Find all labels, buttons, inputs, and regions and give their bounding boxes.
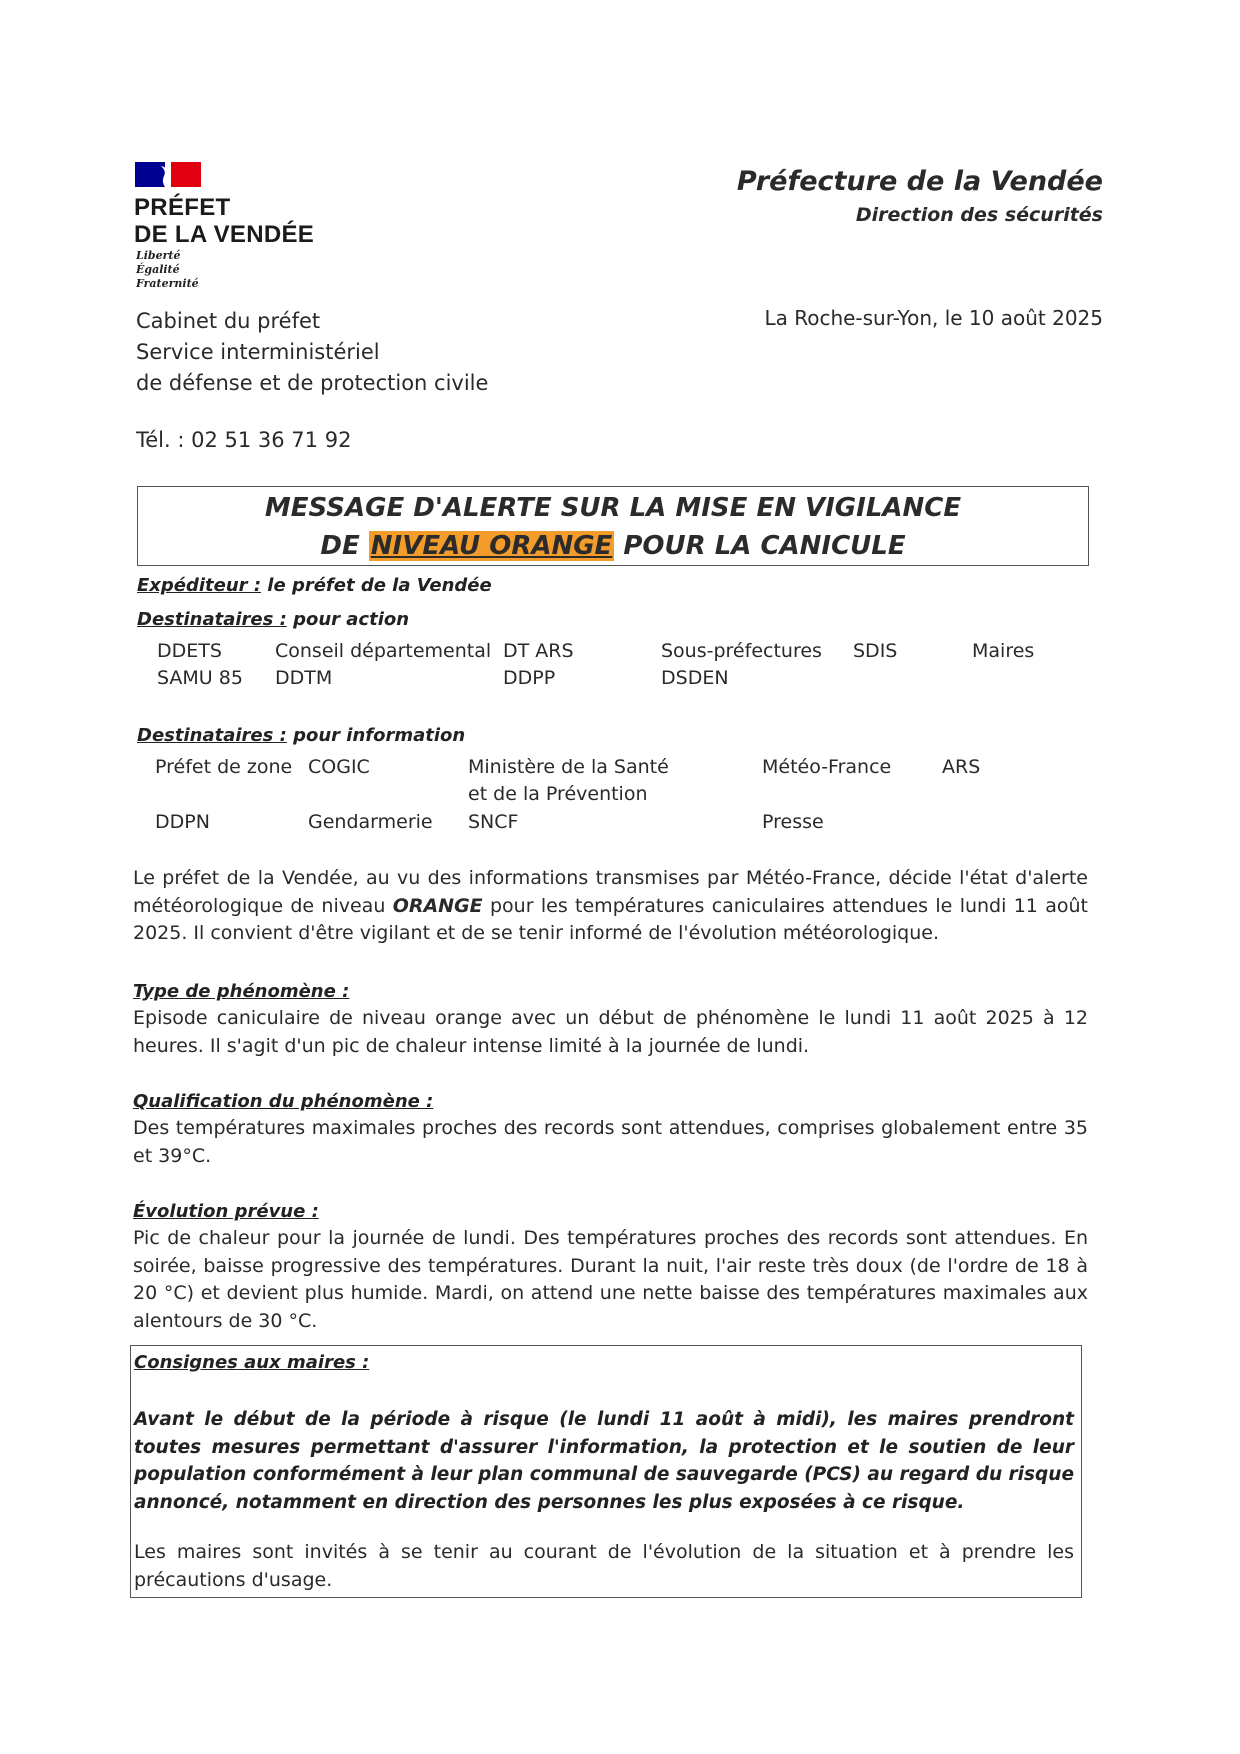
section-text-evolution: Pic de chaleur pour la journée de lundi. Des températures proches des records sont attendues. En soirée, baisse progressive des températures. Durant la nuit, l'air reste très doux (de l'ordre de 18 à 20 °C) et devient plus humide. Mardi, on attend une nette baisse des températures maximales aux alentours de 30 °C. [133, 1227, 1088, 1332]
intro-text-1: Le préfet de la Vendée, au vu des informations transmises par Météo-France, décide l'état d'alerte météorologique de niveau [133, 867, 1088, 917]
telephone: Tél. : 02 51 36 71 92 [136, 428, 352, 452]
section-title-type: Type de phénomène : [133, 981, 350, 1002]
recipient-item: DT ARS [503, 640, 574, 662]
alert-title-box [137, 486, 1089, 566]
recipient-item: DDETS [157, 640, 222, 662]
alert-title-line1: MESSAGE D'ALERTE SUR LA MISE EN VIGILANCE [264, 493, 962, 523]
recipient-item: Presse [762, 811, 824, 833]
intro-bold-level: ORANGE [392, 894, 483, 917]
destinataires-info-label: Destinataires : [137, 725, 287, 746]
alert-level-highlight: NIVEAU ORANGE [370, 531, 613, 561]
recipient-item: Météo-France [762, 756, 892, 778]
cabinet-line: Cabinet du préfet [136, 309, 321, 333]
destinataires-action [137, 609, 409, 630]
prefecture-title: Préfecture de la Vendée [736, 166, 1103, 197]
recipient-item: Ministère de la Santé [468, 756, 669, 778]
document-date: La Roche-sur-Yon, le 10 août 2025 [764, 306, 1103, 330]
recipient-item: COGIC [308, 756, 370, 778]
intro-paragraph [133, 865, 1088, 948]
intro-text-2: pour les températures caniculaires attendues le lundi 11 août 2025. Il convient d'être vigilant et de se tenir informé de l'évolution météorologique. [133, 894, 1088, 944]
recipient-item: Sous-préfectures [661, 640, 822, 662]
section-text-qualification: Des températures maximales proches des records sont attendues, comprises globalement entre 35 et 39°C. [133, 1117, 1088, 1167]
consignes-box [130, 1345, 1082, 1598]
recipient-item: DDPN [155, 811, 210, 833]
alert-title-post: POUR LA CANICULE [614, 531, 906, 561]
expediteur-value: le préfet de la Vendée [261, 575, 492, 596]
devise [136, 249, 199, 291]
section-text-type: Episode caniculaire de niveau orange avec un début de phénomène le lundi 11 août 2025 à 12 heures. Il s'agit d'un pic de chaleur intense limité à la journée de lundi. [133, 1007, 1088, 1057]
recipient-item: DSDEN [661, 667, 729, 689]
marianne-line1: PRÉFET [134, 194, 231, 221]
marianne-line2: DE LA VENDÉE [134, 221, 315, 248]
destinataires-info-value: pour information [286, 725, 466, 746]
recipient-item: Préfet de zone [155, 756, 293, 778]
recipient-item: ARS [942, 756, 981, 778]
marianne-flag-logo [135, 162, 201, 187]
consignes-bold-text: Avant le début de la période à risque (le lundi 11 août à midi), les maires prendront toutes mesures permettant d'assurer l'information, la protection et le soutien de leur population conformément à leur plan communal de sauvegarde (PCS) au regard du risque annoncé, notamment en direction des personnes les plus exposées à ce risque. [134, 1409, 1074, 1513]
recipient-item: DDPP [503, 667, 556, 689]
alert-title-line2 [138, 531, 1088, 561]
cabinet-line: Service interministériel [136, 340, 380, 364]
recipient-item: SAMU 85 [157, 667, 243, 689]
recipient-item: SNCF [468, 811, 519, 833]
direction-subtitle: Direction des sécurités [855, 204, 1103, 226]
destinataires-info [137, 725, 465, 746]
section-title-qualification: Qualification du phénomène : [133, 1091, 434, 1112]
recipient-item: et de la Prévention [468, 783, 648, 805]
recipient-item: SDIS [853, 640, 898, 662]
section-title-evolution: Évolution prévue : [133, 1201, 319, 1222]
consignes-title: Consignes aux maires : [134, 1352, 370, 1373]
cabinet-line: de défense et de protection civile [136, 371, 489, 395]
marianne-block [134, 194, 314, 248]
destinataires-action-value: pour action [286, 609, 410, 630]
recipient-item: Conseil départemental [275, 640, 492, 662]
cabinet-block [136, 306, 488, 399]
alert-title-pre: DE [320, 531, 369, 561]
recipient-item: DDTM [275, 667, 333, 689]
recipient-item: Maires [972, 640, 1035, 662]
expediteur-label: Expéditeur : [137, 575, 262, 596]
recipient-item: Gendarmerie [308, 811, 433, 833]
expediteur [137, 575, 492, 596]
devise-liberte: Liberté [136, 249, 181, 262]
consignes-normal-text: Les maires sont invités à se tenir au courant de l'évolution de la situation et à prendre les précautions d'usage. [134, 1541, 1074, 1591]
destinataires-action-label: Destinataires : [137, 609, 287, 630]
devise-egalite: Égalité [136, 263, 180, 276]
devise-fraternite: Fraternité [136, 277, 199, 290]
